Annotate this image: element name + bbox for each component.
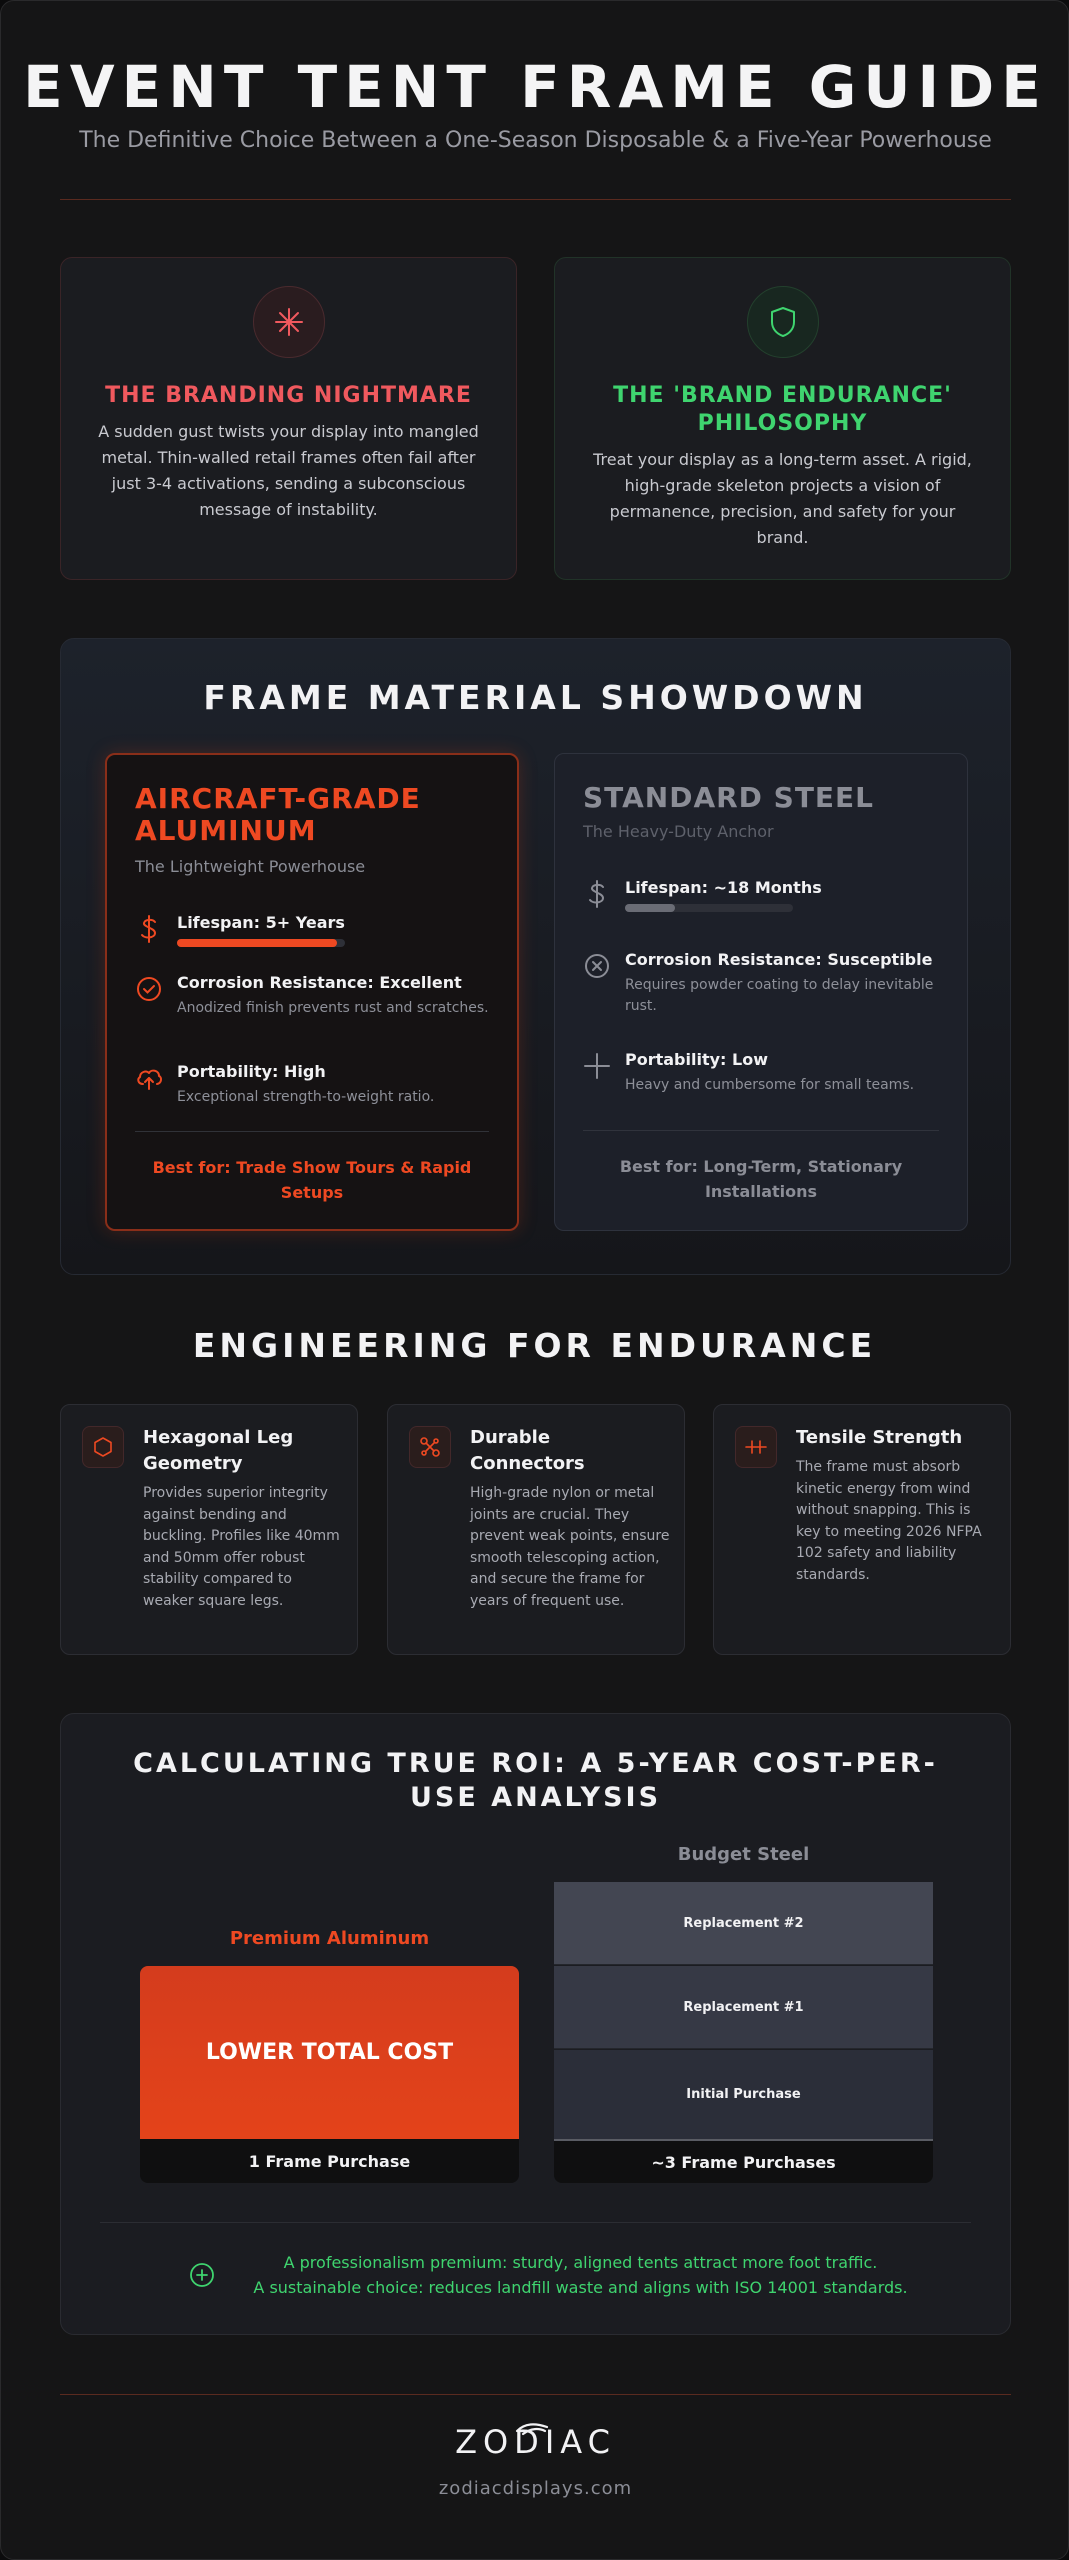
brand-endurance-body: Treat your display as a long-term asset. A rigid, high-grade skeleton projects a vision of permanence, precision, and safety for your brand. <box>593 450 972 547</box>
aluminum-portability-desc: Exceptional strength-to-weight ratio. <box>177 1089 435 1105</box>
steel-corrosion-label: Corrosion Resistance: Susceptible <box>625 950 933 969</box>
cloud-upload-icon <box>135 1064 163 1092</box>
aluminum-divider <box>135 1131 489 1132</box>
engineering-name: Durable Connectors <box>470 1427 585 1474</box>
steel-portability-desc: Heavy and cumbersome for small teams. <box>625 1077 915 1093</box>
page-title: EVENT TENT FRAME GUIDE <box>23 53 1048 121</box>
engineering-desc: Provides superior integrity against bending and buckling. Profiles like 40mm and 50mm offer robust stability compared to weaker square legs. <box>143 1485 340 1609</box>
roi-divider <box>100 2222 971 2223</box>
steel-divider <box>583 1130 939 1131</box>
engineering-desc: High-grade nylon or metal joints are crucial. They prevent weak points, ensure smooth telescoping action, and secure the frame for years of frequent use. <box>470 1485 670 1609</box>
steel-corrosion-desc: Requires powder coating to delay inevitable rust. <box>625 977 934 1014</box>
aluminum-corrosion <box>135 973 497 1033</box>
engineering-card-connectors <box>387 1404 685 1655</box>
steel-portability <box>583 1050 947 1110</box>
steel-segment-replacement-1: Replacement #1 <box>554 1966 933 2049</box>
premium-aluminum-bar: LOWER TOTAL COST <box>140 1966 519 2139</box>
aluminum-lifespan-bar <box>177 939 345 947</box>
showdown-title: FRAME MATERIAL SHOWDOWN <box>203 678 868 717</box>
branding-nightmare-body: A sudden gust twists your display into mangled metal. Thin-walled retail frames often fail after just 3-4 activations, sending a subconscious message of instability. <box>98 422 479 519</box>
steel-segment-initial: Initial Purchase <box>554 2050 933 2139</box>
steel-lifespan-label: Lifespan: ~18 Months <box>625 878 822 897</box>
aluminum-corrosion-desc: Anodized finish prevents rust and scratches. <box>177 1000 489 1016</box>
roi-section <box>60 1713 1011 2335</box>
steel-lifespan <box>583 878 947 938</box>
x-circle-icon <box>583 952 611 980</box>
aluminum-portability <box>135 1062 497 1122</box>
move-icon <box>583 1052 611 1080</box>
header-divider <box>60 199 1011 200</box>
aluminum-lifespan-bar-fill <box>177 939 337 947</box>
branding-nightmare-title: THE BRANDING NIGHTMARE <box>105 383 472 408</box>
brand-endurance-title: THE 'BRAND ENDURANCE' PHILOSOPHY <box>613 383 952 436</box>
roi-notes <box>211 2250 950 2300</box>
dollar-icon <box>135 915 163 943</box>
zodiac-logo: ZODIAC <box>455 2423 616 2461</box>
steel-title: STANDARD STEEL <box>583 781 875 814</box>
premium-aluminum-total: 1 Frame Purchase <box>140 2139 519 2183</box>
aluminum-subtitle: The Lightweight Powerhouse <box>135 857 366 876</box>
footer-divider <box>60 2394 1011 2395</box>
roi-note: A sustainable choice: reduces landfill waste and aligns with ISO 14001 standards. <box>253 2278 908 2297</box>
aluminum-corrosion-label: Corrosion Resistance: Excellent <box>177 973 462 992</box>
steel-best-for: Best for: Long-Term, Stationary Installations <box>619 1157 903 1201</box>
steel-corrosion <box>583 950 947 1014</box>
aluminum-lifespan-label: Lifespan: 5+ Years <box>177 913 345 932</box>
logo-swoosh-icon <box>513 2421 551 2437</box>
brand-endurance-card <box>554 257 1011 580</box>
hexagon-icon <box>82 1426 124 1468</box>
steel-lifespan-bar <box>625 904 793 912</box>
tension-icon <box>735 1426 777 1468</box>
roi-note: A professionalism premium: sturdy, aligned tents attract more foot traffic. <box>283 2253 878 2272</box>
budget-steel-total: ~3 Frame Purchases <box>554 2139 933 2183</box>
engineering-desc: The frame must absorb kinetic energy from wind without snapping. This is key to meeting 2026 NFPA 102 safety and liability standards. <box>796 1459 982 1583</box>
roi-title: CALCULATING TRUE ROI: A 5-YEAR COST-PER-USE ANALYSIS <box>133 1748 938 1813</box>
engineering-name: Tensile Strength <box>796 1427 963 1448</box>
website-link[interactable]: zodiacdisplays.com <box>438 2478 633 2499</box>
shield-icon <box>747 286 819 358</box>
engineering-card-hexagonal <box>60 1404 358 1655</box>
dollar-icon <box>583 880 611 908</box>
sparkle-icon <box>253 286 325 358</box>
steel-subtitle: The Heavy-Duty Anchor <box>583 822 774 841</box>
engineering-title: ENGINEERING FOR ENDURANCE <box>192 1326 877 1365</box>
engineering-card-tensile <box>713 1404 1011 1655</box>
steel-card <box>554 753 968 1231</box>
premium-aluminum-label: Premium Aluminum <box>229 1928 430 1949</box>
aluminum-lifespan <box>135 913 497 973</box>
aluminum-best-for: Best for: Trade Show Tours & Rapid Setups <box>152 1158 472 1202</box>
steel-segment-replacement-2: Replacement #2 <box>554 1882 933 1965</box>
aluminum-card <box>105 753 519 1231</box>
connector-icon <box>409 1426 451 1468</box>
branding-nightmare-card <box>60 257 517 580</box>
aluminum-title: AIRCRAFT-GRADE ALUMINUM <box>135 782 421 847</box>
engineering-name: Hexagonal Leg Geometry <box>143 1427 294 1474</box>
steel-portability-label: Portability: Low <box>625 1050 768 1069</box>
aluminum-portability-label: Portability: High <box>177 1062 326 1081</box>
material-showdown-section <box>60 638 1011 1275</box>
page-subtitle: The Definitive Choice Between a One-Season Disposable & a Five-Year Powerhouse <box>79 128 992 153</box>
budget-steel-label: Budget Steel <box>677 1844 810 1865</box>
steel-lifespan-bar-fill <box>625 904 675 912</box>
check-circle-icon <box>135 975 163 1003</box>
